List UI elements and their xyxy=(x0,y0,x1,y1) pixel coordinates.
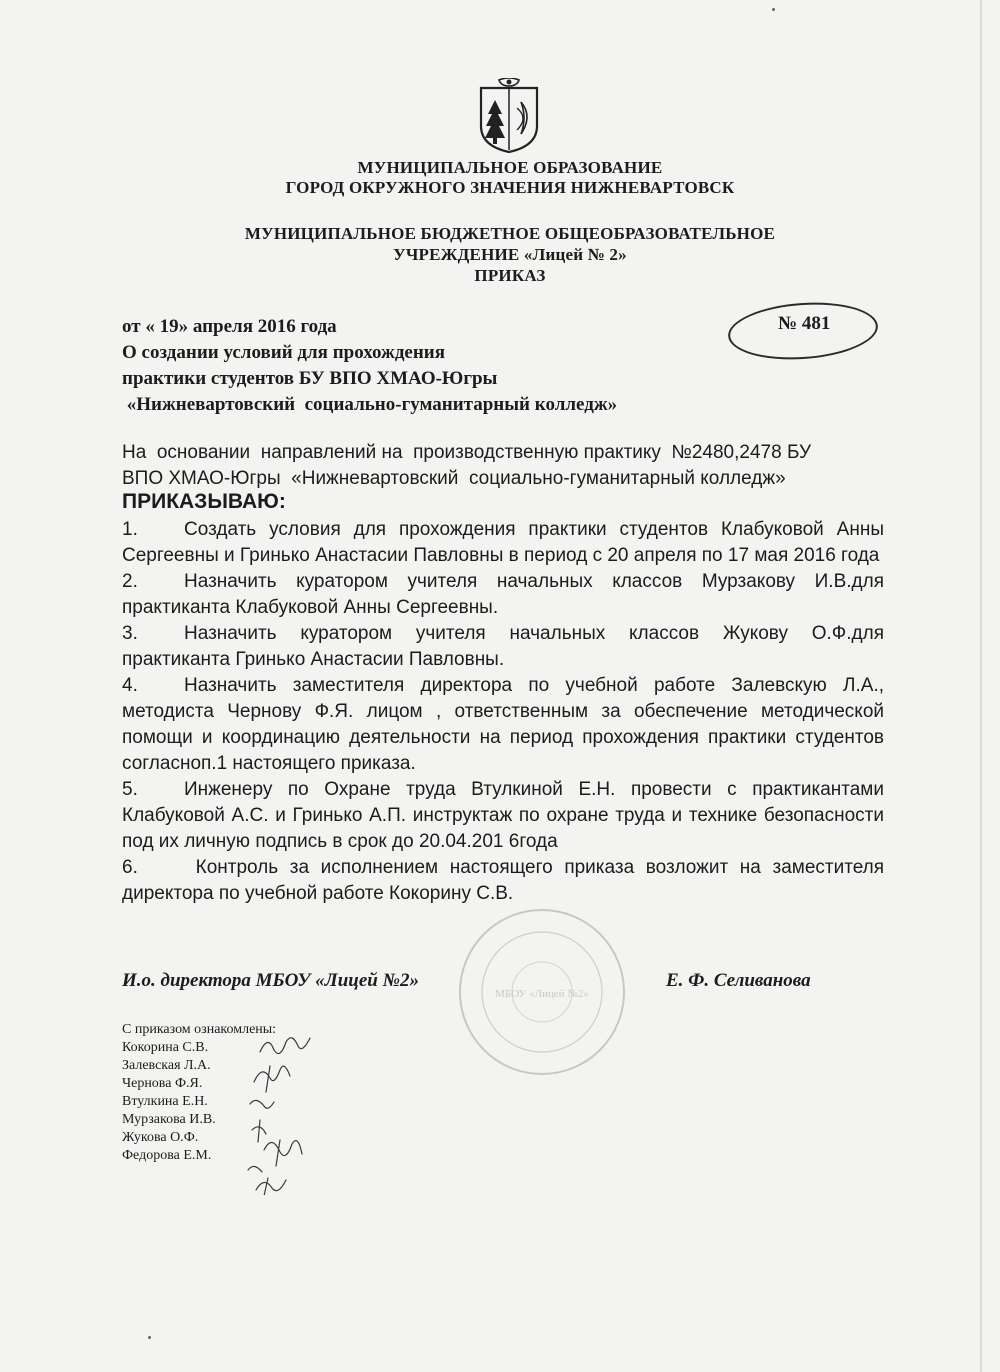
scan-speck xyxy=(772,8,775,11)
order-item-text: Инженеру по Охране труда Втулкиной Е.Н. провести с практикантами Клабуковой А.С. и Гринько А.П. инструктаж по охране труда и технике безопасности под их личную подпись в срок до 20.04.201 6года xyxy=(122,779,884,852)
order-item-number: 1. xyxy=(122,519,138,540)
city-title: ГОРОД ОКРУЖНОГО ЗНАЧЕНИЯ НИЖНЕВАРТОВСК xyxy=(285,178,735,197)
acknowledged-person: Втулкина Е.Н. xyxy=(122,1094,208,1109)
acknowledged-person: Залевская Л.А. xyxy=(122,1058,211,1073)
signatory-position: И.о. директора МБОУ «Лицей №2» xyxy=(122,970,419,991)
seal-text: МБОУ «Лицей №2» xyxy=(495,988,589,1000)
acknowledged-person: Кокорина С.В. xyxy=(122,1040,209,1055)
page-edge-shadow xyxy=(980,0,982,1372)
order-item-text: Назначить куратором учителя начальных классов Мурзакову И.В.для практиканта Клабуковой Анны Сергеевны. xyxy=(122,571,884,618)
order-item-number: 6. xyxy=(122,857,138,878)
acknowledged-person: Жукова О.Ф. xyxy=(122,1130,199,1145)
order-item-text: Контроль за исполнением настоящего приказа возложит на заместителя директора по учебной работе Кокорину С.В. xyxy=(122,857,884,904)
order-subject-line2: практики студентов БУ ВПО ХМАО-Югры xyxy=(122,368,498,389)
coat-of-arms-emblem-icon xyxy=(477,78,541,154)
order-item xyxy=(122,673,884,777)
order-basis-line1: На основании направлений на производственную практику №2480,2478 БУ xyxy=(122,442,812,463)
order-item xyxy=(122,517,884,569)
order-item-text: Назначить куратором учителя начальных классов Жукову О.Ф.для практиканта Гринько Анастасии Павловны. xyxy=(122,623,884,670)
order-item-number: 3. xyxy=(122,623,138,644)
handwritten-signatures xyxy=(240,1030,330,1195)
order-item-text: Создать условия для прохождения практики студентов Клабуковой Анны Сергеевны и Гринько Анастасии Павловны в период с 20 апреля по 17 мая 2016 года xyxy=(122,519,884,566)
document-type: ПРИКАЗ xyxy=(474,266,546,285)
order-item xyxy=(122,569,884,621)
order-verb-heading: ПРИКАЗЫВАЮ: xyxy=(122,490,286,513)
acknowledged-person: Федорова Е.М. xyxy=(122,1148,212,1163)
order-number: № 481 xyxy=(778,313,831,334)
order-item xyxy=(122,621,884,673)
order-subject-line1: О создании условий для прохождения xyxy=(122,342,446,363)
order-subject-line3: «Нижневартовский социально-гуманитарный колледж» xyxy=(122,394,618,415)
acknowledged-person: Мурзакова И.В. xyxy=(122,1112,216,1127)
order-item-text: Назначить заместителя директора по учебной работе Залевскую Л.А., методиста Чернову Ф.Я. лицом , ответственным за обеспечение методической помощи и координацию деятельности на период прохождения практики студентов согласноп.1 настоящего приказа. xyxy=(122,675,884,774)
acknowledgement-title: С приказом ознакомлены: xyxy=(122,1022,277,1037)
order-date: от « 19» апреля 2016 года xyxy=(122,316,337,337)
order-item xyxy=(122,777,884,855)
order-basis xyxy=(122,440,884,492)
order-item-number: 4. xyxy=(122,675,138,696)
institution-title-line1: МУНИЦИПАЛЬНОЕ БЮДЖЕТНОЕ ОБЩЕОБРАЗОВАТЕЛЬНОЕ xyxy=(244,224,776,243)
signatory-name: Е. Ф. Селиванова xyxy=(666,970,811,991)
institution-title-line2: УЧРЕЖДЕНИЕ «Лицей № 2» xyxy=(393,245,627,264)
official-seal-stamp xyxy=(455,905,630,1080)
order-item-number: 2. xyxy=(122,571,138,592)
municipality-title: МУНИЦИПАЛЬНОЕ ОБРАЗОВАНИЕ xyxy=(357,158,663,177)
order-item-number: 5. xyxy=(122,779,138,800)
order-item xyxy=(122,855,884,907)
acknowledged-person: Чернова Ф.Я. xyxy=(122,1076,203,1091)
scan-speck xyxy=(148,1336,151,1339)
order-basis-line2: ВПО ХМАО-Югры «Нижневартовский социально-гуманитарный колледж» xyxy=(122,468,786,489)
order-items xyxy=(122,517,884,907)
